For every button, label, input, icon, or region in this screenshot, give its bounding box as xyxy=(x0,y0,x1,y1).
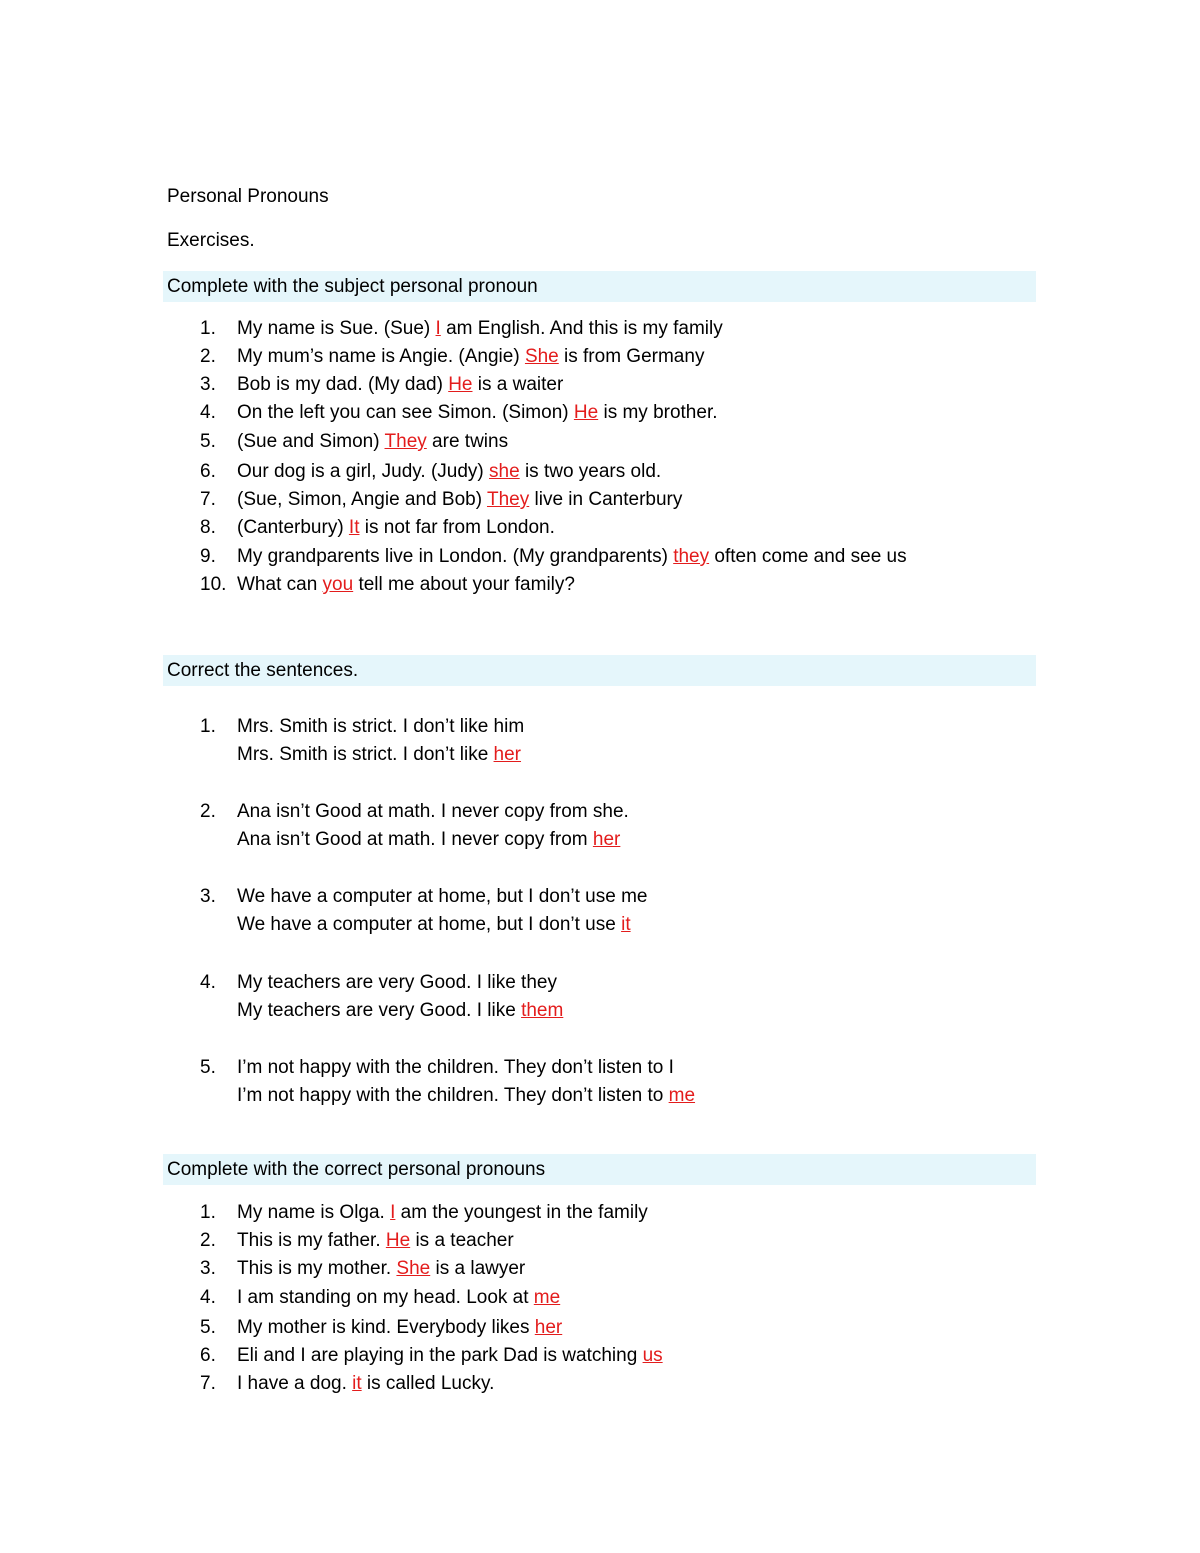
item-text-pre: My name is Olga. xyxy=(237,1202,391,1223)
item-number: 5. xyxy=(200,1057,216,1078)
answer-text: It xyxy=(348,517,360,538)
item-text xyxy=(237,1257,525,1281)
incorrect-sentence: My teachers are very Good. I like they xyxy=(237,972,557,993)
item-number: 9. xyxy=(200,546,216,567)
corrected-sentence xyxy=(237,828,620,852)
item-text xyxy=(237,373,563,397)
item-text-post: is two years old. xyxy=(519,461,662,482)
correction-item xyxy=(0,715,1200,771)
item-text xyxy=(237,1344,663,1368)
item-text-pre: This is my father. xyxy=(237,1230,386,1251)
answer-text: me xyxy=(668,1085,696,1106)
item-text-pre: My mum’s name is Angie. (Angie) xyxy=(237,346,525,367)
item-number: 3. xyxy=(200,374,216,395)
answer-text: it xyxy=(621,914,631,935)
item-text-post: is called Lucky. xyxy=(361,1373,495,1394)
answer-text: them xyxy=(521,1000,564,1021)
answer-text: They xyxy=(486,489,530,510)
item-text-post: live in Canterbury xyxy=(529,489,683,510)
answer-text: us xyxy=(642,1345,663,1366)
item-text xyxy=(237,460,661,484)
item-number: 5. xyxy=(200,431,216,452)
answer-text: you xyxy=(322,574,354,595)
item-text xyxy=(237,516,555,540)
item-text xyxy=(237,488,682,512)
item-number: 6. xyxy=(200,1345,216,1366)
section-1-heading: Complete with the subject personal pronoun xyxy=(163,271,1036,302)
answer-text: I xyxy=(435,318,441,339)
answer-text: her xyxy=(592,829,621,850)
item-text-pre: My grandparents live in London. (My grandparents) xyxy=(237,546,674,567)
item-number: 7. xyxy=(200,489,216,510)
item-number: 6. xyxy=(200,461,216,482)
item-text-pre: My name is Sue. (Sue) xyxy=(237,318,436,339)
item-text xyxy=(237,1372,494,1396)
item-text xyxy=(237,317,723,341)
item-number: 2. xyxy=(200,346,216,367)
document-subtitle: Exercises. xyxy=(167,230,255,251)
item-number: 4. xyxy=(200,402,216,423)
item-text-post: am the youngest in the family xyxy=(395,1202,648,1223)
item-text-post: is from Germany xyxy=(558,346,705,367)
correction-item xyxy=(0,885,1200,941)
item-number: 5. xyxy=(200,1317,216,1338)
incorrect-sentence: Mrs. Smith is strict. I don’t like him xyxy=(237,716,525,737)
item-text xyxy=(237,430,508,454)
item-text-post: often come and see us xyxy=(709,546,907,567)
item-text-post: is a teacher xyxy=(410,1230,514,1251)
corrected-text-pre: I’m not happy with the children. They don’t listen to xyxy=(237,1085,669,1106)
item-number: 7. xyxy=(200,1373,216,1394)
answer-text: they xyxy=(673,546,710,567)
item-text-pre: I am standing on my head. Look at xyxy=(237,1287,534,1308)
item-text-pre: I have a dog. xyxy=(237,1373,353,1394)
correction-item xyxy=(0,800,1200,856)
corrected-sentence xyxy=(237,999,563,1023)
item-text xyxy=(237,401,718,425)
section-3-heading: Complete with the correct personal pronouns xyxy=(163,1154,1036,1185)
item-text xyxy=(237,545,907,569)
corrected-text-pre: My teachers are very Good. I like xyxy=(237,1000,522,1021)
item-text xyxy=(237,1316,562,1340)
corrected-sentence xyxy=(237,743,521,767)
item-text-pre: My mother is kind. Everybody likes xyxy=(237,1317,535,1338)
corrected-sentence xyxy=(237,1084,695,1108)
section-2-heading: Correct the sentences. xyxy=(163,655,1036,686)
item-text-pre: On the left you can see Simon. (Simon) xyxy=(237,402,574,423)
item-text-pre: Bob is my dad. (My dad) xyxy=(237,374,449,395)
incorrect-sentence: I’m not happy with the children. They don’t listen to I xyxy=(237,1057,674,1078)
item-text-post: is a waiter xyxy=(472,374,564,395)
item-text-post: is my brother. xyxy=(598,402,718,423)
correction-item xyxy=(0,1056,1200,1112)
item-text-post: is not far from London. xyxy=(359,517,555,538)
item-text-post: am English. And this is my family xyxy=(440,318,723,339)
item-number: 8. xyxy=(200,517,216,538)
answer-text: She xyxy=(524,346,559,367)
correction-item xyxy=(0,971,1200,1027)
item-text-pre: This is my mother. xyxy=(237,1258,397,1279)
answer-text: her xyxy=(534,1317,563,1338)
item-text-pre: What can xyxy=(237,574,323,595)
answer-text: They xyxy=(384,431,427,452)
item-number: 4. xyxy=(200,1287,216,1308)
corrected-text-pre: Ana isn’t Good at math. I never copy from xyxy=(237,829,593,850)
answer-text: He xyxy=(573,402,599,423)
item-text xyxy=(237,1286,560,1310)
item-text xyxy=(237,573,575,597)
incorrect-sentence: Ana isn’t Good at math. I never copy from she. xyxy=(237,801,629,822)
item-text-pre: Our dog is a girl, Judy. (Judy) xyxy=(237,461,490,482)
item-number: 10. xyxy=(200,574,227,595)
answer-text: He xyxy=(385,1230,411,1251)
item-text xyxy=(237,345,704,369)
item-number: 1. xyxy=(200,318,216,339)
item-text-pre: (Canterbury) xyxy=(237,517,349,538)
answer-text: He xyxy=(448,374,473,395)
answer-text: it xyxy=(352,1373,362,1394)
item-text-pre: (Sue, Simon, Angie and Bob) xyxy=(237,489,487,510)
answer-text: I xyxy=(390,1202,396,1223)
item-number: 2. xyxy=(200,801,216,822)
item-number: 1. xyxy=(200,1202,216,1223)
answer-text: She xyxy=(396,1258,431,1279)
item-text-post: is a lawyer xyxy=(430,1258,526,1279)
item-number: 2. xyxy=(200,1230,216,1251)
item-text xyxy=(237,1229,514,1253)
item-text-post: tell me about your family? xyxy=(353,574,575,595)
incorrect-sentence: We have a computer at home, but I don’t use me xyxy=(237,886,648,907)
corrected-sentence xyxy=(237,913,631,937)
item-text-pre: (Sue and Simon) xyxy=(237,431,385,452)
item-number: 1. xyxy=(200,716,216,737)
item-text-post: are twins xyxy=(426,431,509,452)
item-number: 3. xyxy=(200,1258,216,1279)
item-text xyxy=(237,1201,648,1225)
answer-text: her xyxy=(493,744,522,765)
document-title: Personal Pronouns xyxy=(167,186,329,207)
answer-text: me xyxy=(533,1287,561,1308)
item-text-pre: Eli and I are playing in the park Dad is watching xyxy=(237,1345,643,1366)
answer-text: she xyxy=(489,461,520,482)
item-number: 3. xyxy=(200,886,216,907)
item-number: 4. xyxy=(200,972,216,993)
corrected-text-pre: Mrs. Smith is strict. I don’t like xyxy=(237,744,494,765)
corrected-text-pre: We have a computer at home, but I don’t use xyxy=(237,914,622,935)
